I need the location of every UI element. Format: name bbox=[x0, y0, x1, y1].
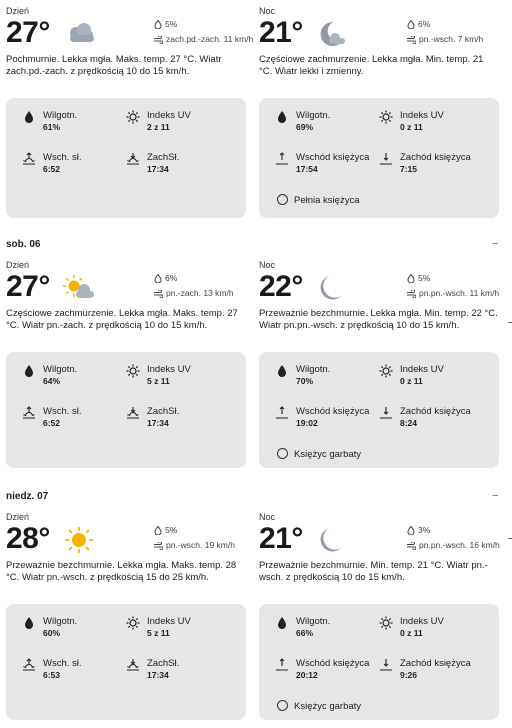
day-half bbox=[6, 6, 254, 90]
sunset-value: 17:34 bbox=[147, 670, 169, 680]
temperature: 21° bbox=[259, 522, 303, 555]
raindrop-icon bbox=[154, 20, 162, 29]
sunrise-value: 6:52 bbox=[43, 164, 61, 174]
moonset-label: Zachód księżyca bbox=[400, 152, 471, 163]
humidity-value: 70% bbox=[296, 376, 314, 386]
sunrise-value: 6:52 bbox=[43, 418, 61, 428]
moon-phase bbox=[277, 700, 361, 712]
sunrise-value: 6:53 bbox=[43, 670, 61, 680]
sunrise-label: Wsch. sł. bbox=[43, 658, 82, 669]
wind-value: pn.-wsch. 7 km/h bbox=[419, 34, 484, 44]
night-half bbox=[259, 260, 499, 344]
sunset-icon bbox=[126, 658, 140, 672]
uv-label: Indeks UV bbox=[400, 110, 444, 121]
wind-info bbox=[154, 288, 234, 298]
moonset-value: 8:24 bbox=[400, 418, 418, 428]
raindrop-icon bbox=[407, 526, 415, 535]
uv-label: Indeks UV bbox=[400, 616, 444, 627]
uv-label: Indeks UV bbox=[147, 110, 191, 121]
moon-icon bbox=[315, 274, 349, 302]
moonset-value: 9:26 bbox=[400, 670, 418, 680]
moon-phase-label: Księżyc garbaty bbox=[294, 449, 362, 460]
details-card bbox=[259, 604, 499, 720]
temperature: 28° bbox=[6, 522, 50, 555]
moon-icon bbox=[315, 526, 349, 554]
uv-label: Indeks UV bbox=[400, 364, 444, 375]
raindrop-icon bbox=[407, 20, 415, 29]
sunrise-icon bbox=[22, 152, 36, 166]
uv-value: 0 z 11 bbox=[400, 628, 423, 638]
precip-chance bbox=[407, 19, 430, 29]
day-half bbox=[6, 260, 246, 344]
uv-value: 5 z 11 bbox=[147, 376, 170, 386]
forecast-description: Przeważnie bezchmurnie. Min. temp. 21 °C. Wiatr pn.-wsch. z prędkością 10 do 15 km/h. bbox=[259, 560, 488, 583]
moonset-value: 7:15 bbox=[400, 164, 418, 174]
humidity-icon bbox=[275, 364, 289, 378]
sunset-label: ZachSł. bbox=[147, 406, 180, 417]
uv-sun-icon bbox=[126, 364, 140, 378]
sun-icon bbox=[62, 526, 96, 554]
forecast-description: Częściowe zachmurzenie. Lekka mgła. Maks. temp. 27 °C. Wiatr pn.-zach. z prędkością 10 do 15 km/h. bbox=[6, 308, 238, 331]
uv-value: 2 z 11 bbox=[147, 122, 170, 132]
uv-sun-icon bbox=[379, 364, 393, 378]
period-label: Noc bbox=[259, 260, 276, 270]
moonrise-value: 19:02 bbox=[296, 418, 318, 428]
sunset-icon bbox=[126, 152, 140, 166]
raindrop-icon bbox=[407, 274, 415, 283]
sunset-label: ZachSł. bbox=[147, 152, 180, 163]
raindrop-icon bbox=[154, 526, 162, 535]
partly-cloudy-icon bbox=[62, 20, 96, 48]
uv-value: 0 z 11 bbox=[400, 122, 423, 132]
uv-sun-icon bbox=[379, 616, 393, 630]
wind-icon bbox=[154, 36, 163, 44]
period-label: Noc bbox=[259, 6, 276, 16]
forecast-description: Przeważnie bezchmurnie. Lekka mgła. Min. temp. 22 °C. Wiatr pn.pn.-wsch. z prędkością 10 do 15 km/h. bbox=[259, 308, 498, 331]
temperature: 27° bbox=[6, 16, 50, 49]
moonrise-value: 20:12 bbox=[296, 670, 318, 680]
humidity-icon bbox=[275, 616, 289, 630]
sunrise-label: Wsch. sł. bbox=[43, 406, 82, 417]
precip-chance bbox=[154, 19, 177, 29]
details-card bbox=[6, 98, 246, 218]
wind-value: pn.-zach. 13 km/h bbox=[166, 288, 234, 298]
precip-value: 5% bbox=[418, 273, 431, 283]
uv-value: 0 z 11 bbox=[400, 376, 423, 386]
details-card bbox=[259, 98, 499, 218]
moonset-icon bbox=[379, 152, 393, 166]
precip-value: 6% bbox=[418, 19, 431, 29]
moonrise-icon bbox=[275, 658, 289, 672]
precip-chance bbox=[407, 525, 430, 535]
humidity-label: Wilgotn. bbox=[43, 110, 78, 121]
collapse-button[interactable]: – bbox=[492, 238, 498, 249]
moon-phase bbox=[277, 194, 359, 206]
day-header: sob. 06 bbox=[6, 239, 41, 250]
moonrise-label: Wschód księżyca bbox=[296, 152, 370, 163]
humidity-label: Wilgotn. bbox=[296, 364, 331, 375]
forecast-description: Częściowe zachmurzenie. Lekka mgła. Min. temp. 21 °C. Wiatr lekki i zmienny. bbox=[259, 54, 484, 77]
wind-icon bbox=[407, 542, 416, 550]
humidity-icon bbox=[22, 110, 36, 124]
humidity-label: Wilgotn. bbox=[43, 364, 78, 375]
moonset-icon bbox=[379, 658, 393, 672]
wind-info bbox=[407, 288, 499, 298]
temperature: 22° bbox=[259, 270, 303, 303]
wind-value: pn.pn.-wsch. 11 km/h bbox=[419, 288, 500, 298]
moon-phase-label: Księżyc garbaty bbox=[294, 701, 362, 712]
period-label: Dzień bbox=[6, 512, 30, 522]
wind-icon bbox=[154, 290, 163, 298]
sunset-label: ZachSł. bbox=[147, 658, 180, 669]
period-label: Dzień bbox=[6, 260, 30, 270]
moonset-icon bbox=[379, 406, 393, 420]
period-label: Noc bbox=[259, 512, 276, 522]
precip-chance bbox=[154, 273, 177, 283]
collapse-button[interactable]: – bbox=[492, 490, 498, 501]
humidity-label: Wilgotn. bbox=[43, 616, 78, 627]
moonrise-icon bbox=[275, 406, 289, 420]
humidity-icon bbox=[22, 364, 36, 378]
details-card bbox=[6, 604, 246, 720]
sun-cloud-icon bbox=[62, 274, 96, 302]
humidity-value: 69% bbox=[296, 122, 314, 132]
moon-phase-icon bbox=[277, 448, 288, 459]
humidity-value: 61% bbox=[43, 122, 61, 132]
moonrise-icon bbox=[275, 152, 289, 166]
wind-info bbox=[154, 34, 253, 44]
precip-value: 5% bbox=[165, 19, 178, 29]
wind-icon bbox=[407, 290, 416, 298]
sunset-value: 17:34 bbox=[147, 164, 169, 174]
moonset-label: Zachód księżyca bbox=[400, 658, 471, 669]
temperature: 27° bbox=[6, 270, 50, 303]
day-half bbox=[6, 512, 246, 596]
sunrise-icon bbox=[22, 406, 36, 420]
moonrise-label: Wschód księżyca bbox=[296, 658, 370, 669]
precip-value: 5% bbox=[165, 525, 178, 535]
temperature: 21° bbox=[259, 16, 303, 49]
moonset-label: Zachód księżyca bbox=[400, 406, 471, 417]
precip-value: 3% bbox=[418, 525, 431, 535]
day-header: niedz. 07 bbox=[6, 491, 49, 502]
scroll-edge-marker bbox=[508, 538, 512, 539]
precip-chance bbox=[154, 525, 177, 535]
wind-value: zach.pd.-zach. 11 km/h bbox=[166, 34, 254, 44]
moon-phase bbox=[277, 448, 361, 460]
humidity-label: Wilgotn. bbox=[296, 110, 331, 121]
uv-label: Indeks UV bbox=[147, 616, 191, 627]
moon-phase-icon bbox=[277, 194, 288, 205]
humidity-label: Wilgotn. bbox=[296, 616, 331, 627]
wind-value: pn.pn.-wsch. 16 km/h bbox=[419, 540, 500, 550]
wind-info bbox=[407, 540, 500, 550]
sunset-icon bbox=[126, 406, 140, 420]
uv-value: 5 z 11 bbox=[147, 628, 170, 638]
night-half bbox=[259, 512, 499, 596]
wind-icon bbox=[154, 542, 163, 550]
wind-info bbox=[154, 540, 235, 550]
details-card bbox=[6, 352, 246, 468]
wind-value: pn.-wsch. 19 km/h bbox=[166, 540, 235, 550]
period-label: Dzień bbox=[6, 6, 30, 16]
humidity-icon bbox=[275, 110, 289, 124]
scroll-edge-marker bbox=[508, 322, 512, 323]
forecast-description: Przeważnie bezchmurnie. Lekka mgła. Maks. temp. 28 °C. Wiatr pn.-wsch. z prędkością 15 do 25 km/h. bbox=[6, 560, 237, 583]
precip-chance bbox=[407, 273, 430, 283]
wind-icon bbox=[407, 36, 416, 44]
uv-sun-icon bbox=[126, 616, 140, 630]
moonrise-label: Wschód księżyca bbox=[296, 406, 370, 417]
moon-cloud-icon bbox=[315, 20, 349, 48]
night-half bbox=[259, 6, 499, 90]
moon-phase-icon bbox=[277, 700, 288, 711]
precip-value: 6% bbox=[165, 273, 178, 283]
uv-sun-icon bbox=[379, 110, 393, 124]
sunrise-label: Wsch. sł. bbox=[43, 152, 82, 163]
moon-phase-label: Pełnia księżyca bbox=[294, 195, 360, 206]
sunset-value: 17:34 bbox=[147, 418, 169, 428]
uv-label: Indeks UV bbox=[147, 364, 191, 375]
humidity-value: 64% bbox=[43, 376, 61, 386]
forecast-description: Pochmurnie. Lekka mgła. Maks. temp. 27 °C. Wiatr zach.pd.-zach. z prędkością 10 do 15 km/h. bbox=[6, 54, 222, 77]
humidity-icon bbox=[22, 616, 36, 630]
wind-info bbox=[407, 34, 483, 44]
raindrop-icon bbox=[154, 274, 162, 283]
sunrise-icon bbox=[22, 658, 36, 672]
humidity-value: 66% bbox=[296, 628, 314, 638]
details-card bbox=[259, 352, 499, 468]
moonrise-value: 17:54 bbox=[296, 164, 318, 174]
humidity-value: 60% bbox=[43, 628, 61, 638]
uv-sun-icon bbox=[126, 110, 140, 124]
